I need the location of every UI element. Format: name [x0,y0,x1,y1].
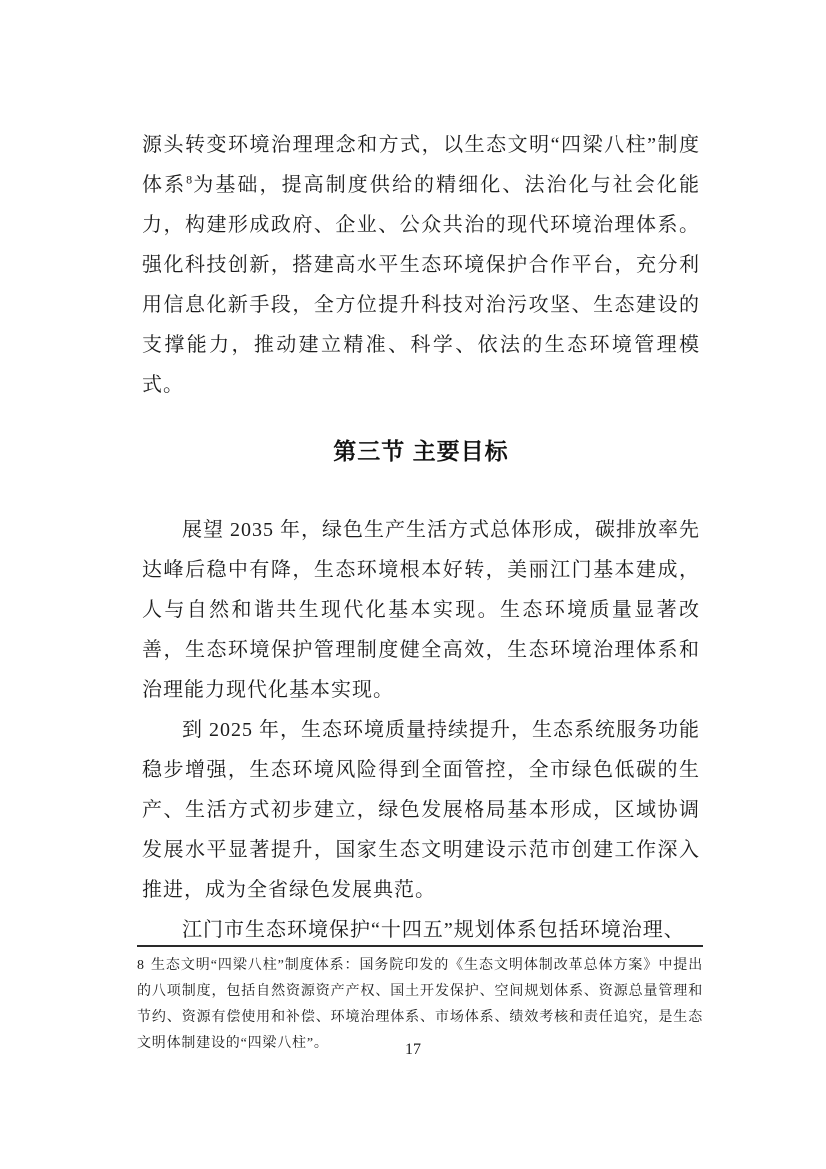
footnote-marker: 8 [137,958,145,973]
page-number: 17 [405,1041,421,1058]
section-heading: 第三节 主要目标 [333,438,509,464]
page-body [142,125,700,950]
body-paragraph-2035-outlook: 展望 2035 年，绿色生产生活方式总体形成，碳排放率先达峰后稳中有降，生态环境根本好转，美丽江门基本建成，人与自然和谐共生现代化基本实现。生态环境质量显著改善，生态环境保护管理制度健全高效，生态环境治理体系和治理能力现代化基本实现。 [142,519,700,701]
body-paragraph-planning-system: 江门市生态环境保护“十四五”规划体系包括环境治理、 [182,919,685,941]
paragraph-text-after-ref: 为基础，提高制度供给的精细化、法治化与社会化能力，构建形成政府、企业、公众共治的现代环境治理体系。强化科技创新，搭建高水平生态环境保护合作平台，充分利用信息化新手段，全方位提升科技对治污攻坚、生态建设的支撑能力，推动建立精准、科学、依法的生态环境管理模式。 [142,174,701,396]
body-paragraph-2025-goals: 到 2025 年，生态环境质量持续提升，生态系统服务功能稳步增强，生态环境风险得到全面管控，全市绿色低碳的生产、生活方式初步建立，绿色发展格局基本形成，区域协调发展水平显著提升，国家生态文明建设示范市创建工作深入推进，成为全省绿色发展典范。 [142,719,700,901]
paragraph-text-before-ref: 源头转变环境治理理念和方式，以生态文明“四梁八柱”制度体系 [142,134,700,196]
footnote-body-text: 生态文明“四梁八柱”制度体系：国务院印发的《生态文明体制改革总体方案》中提出的八项制度，包括自然资源资产产权、国土开发保护、空间规划体系、资源总量管理和节约、资源有偿使用和补偿、环境治理体系、市场体系、绩效考核和责任追究，是生态文明体制建设的“四梁八柱”。 [137,958,703,1051]
footnote-separator-line [137,945,703,947]
footnote-reference: 8 [186,172,193,187]
body-paragraph-intro [142,125,700,405]
